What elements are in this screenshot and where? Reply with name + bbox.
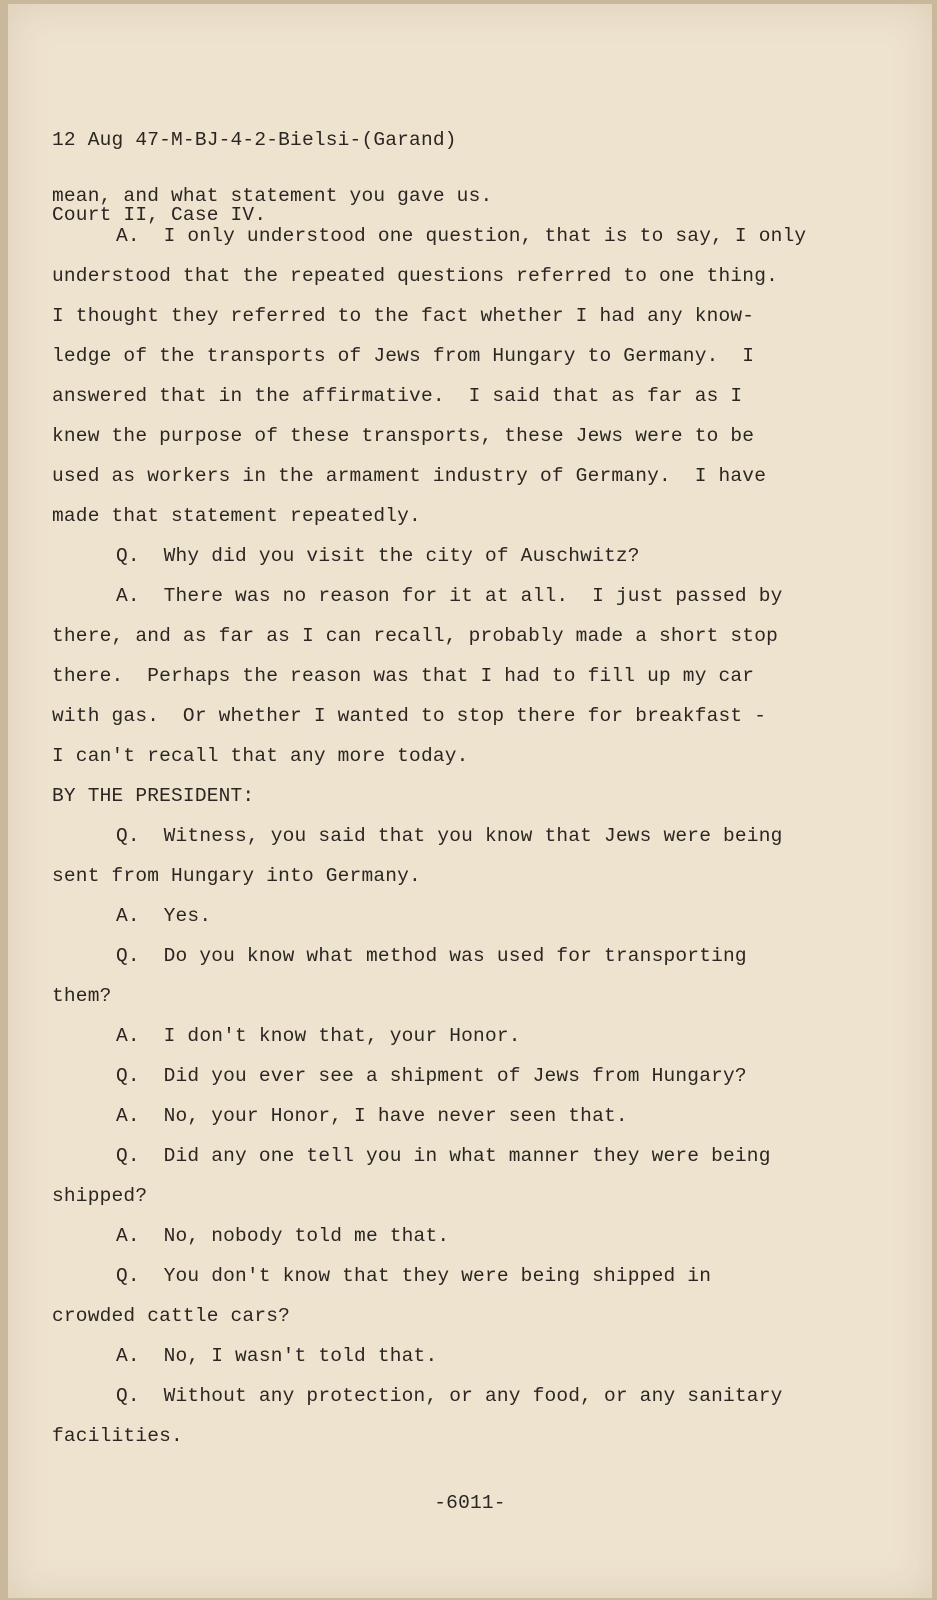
text-line: crowded cattle cars? bbox=[52, 1305, 291, 1327]
text-line: Q. Witness, you said that you know that Jews were being bbox=[116, 825, 783, 847]
text-line: answered that in the affirmative. I said that as far as I bbox=[52, 385, 743, 407]
text-line: ledge of the transports of Jews from Hungary to Germany. I bbox=[52, 345, 755, 367]
text-line: A. No, I wasn't told that. bbox=[116, 1345, 438, 1367]
text-line: Q. You don't know that they were being shipped in bbox=[116, 1265, 712, 1287]
text-line: A. No, your Honor, I have never seen that. bbox=[116, 1105, 628, 1127]
text-line: with gas. Or whether I wanted to stop there for breakfast - bbox=[52, 705, 767, 727]
text-line: Q. Do you know what method was used for transporting bbox=[116, 945, 747, 967]
header-case-reference: 12 Aug 47-M-BJ-4-2-Bielsi-(Garand) bbox=[52, 129, 457, 151]
text-line: there, and as far as I can recall, probably made a short stop bbox=[52, 625, 779, 647]
text-line: sent from Hungary into Germany. bbox=[52, 865, 421, 887]
document-page bbox=[8, 4, 932, 1598]
text-line: them? bbox=[52, 985, 112, 1007]
text-line: A. I only understood one question, that is to say, I only bbox=[116, 225, 807, 247]
text-line: shipped? bbox=[52, 1185, 148, 1207]
text-line: used as workers in the armament industry of Germany. I have bbox=[52, 465, 767, 487]
header-court: Court II, Case IV. bbox=[52, 204, 267, 226]
text-line: Q. Why did you visit the city of Auschwitz? bbox=[116, 545, 640, 567]
text-line: there. Perhaps the reason was that I had to fill up my car bbox=[52, 665, 755, 687]
text-line: A. There was no reason for it at all. I just passed by bbox=[116, 585, 783, 607]
text-line: understood that the repeated questions referred to one thing. bbox=[52, 265, 779, 287]
text-line: Q. Without any protection, or any food, or any sanitary bbox=[116, 1385, 783, 1407]
text-line: A. I don't know that, your Honor. bbox=[116, 1025, 521, 1047]
text-line: I can't recall that any more today. bbox=[52, 745, 469, 767]
text-line: mean, and what statement you gave us. bbox=[52, 185, 493, 207]
text-line: I thought they referred to the fact whether I had any know- bbox=[52, 305, 755, 327]
document-header bbox=[52, 78, 457, 278]
text-line: Q. Did you ever see a shipment of Jews from Hungary? bbox=[116, 1065, 747, 1087]
text-line: A. Yes. bbox=[116, 905, 212, 927]
text-line: Q. Did any one tell you in what manner they were being bbox=[116, 1145, 771, 1167]
speaker-heading: BY THE PRESIDENT: bbox=[52, 785, 255, 807]
text-line: facilities. bbox=[52, 1425, 183, 1447]
text-line: knew the purpose of these transports, these Jews were to be bbox=[52, 425, 755, 447]
page-number: -6011- bbox=[434, 1492, 506, 1514]
text-line: made that statement repeatedly. bbox=[52, 505, 421, 527]
text-line: A. No, nobody told me that. bbox=[116, 1225, 450, 1247]
